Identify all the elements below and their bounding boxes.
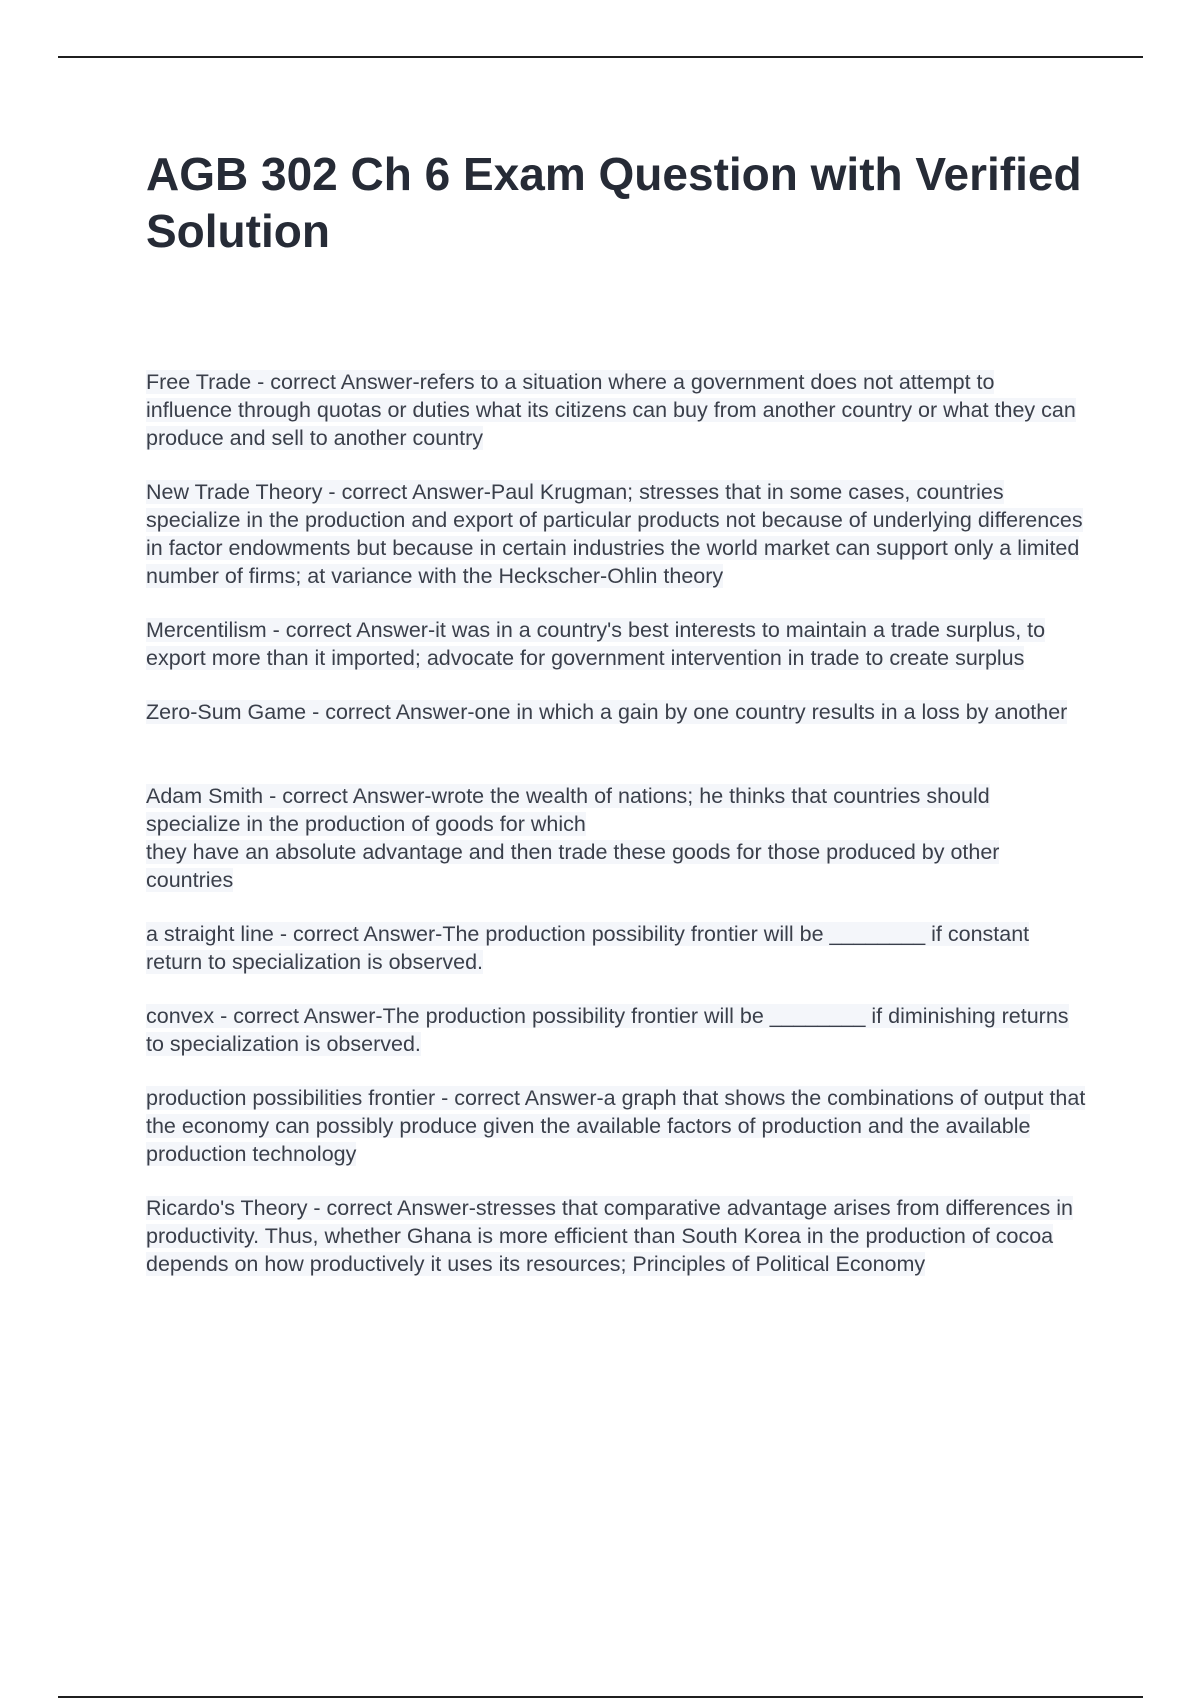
qa-entry-new-trade-theory — [146, 478, 1086, 590]
qa-entry-zero-sum-game — [146, 698, 1086, 726]
bottom-rule — [58, 1696, 1143, 1698]
qa-entry-straight-line — [146, 920, 1086, 976]
qa-text-line-2: they have an absolute advantage and then trade these goods for those produced by other countries — [146, 840, 1000, 892]
qa-list — [146, 368, 1086, 1304]
qa-entry-production-possibilities-frontier — [146, 1084, 1086, 1168]
qa-entry-convex — [146, 1002, 1086, 1058]
document-title: AGB 302 Ch 6 Exam Question with Verified Solution — [146, 148, 1082, 257]
qa-text: a straight line - correct Answer-The production possibility frontier will be ________ if constant return to specialization is observed. — [146, 922, 1030, 974]
qa-text: production possibilities frontier - correct Answer-a graph that shows the combinations of output that the economy can possibly produce given the available factors of production and the available production technology — [146, 1086, 1086, 1166]
qa-text-line-1: Adam Smith - correct Answer-wrote the wealth of nations; he thinks that countries should specialize in the production of goods for which — [146, 784, 990, 836]
qa-entry-mercentilism — [146, 616, 1086, 672]
qa-text: Mercentilism - correct Answer-it was in a country's best interests to maintain a trade surplus, to export more than it imported; advocate for government intervention in trade to create surplus — [146, 618, 1046, 670]
qa-text: Zero-Sum Game - correct Answer-one in which a gain by one country results in a loss by another — [146, 700, 1068, 724]
qa-entry-ricardos-theory — [146, 1194, 1086, 1278]
qa-entry-adam-smith — [146, 782, 1086, 894]
qa-text: New Trade Theory - correct Answer-Paul Krugman; stresses that in some cases, countries specialize in the production and export of particular products not because of underlying differences in factor endowments but because in certain industries the world market can support only a limited number of firms; at variance with the Heckscher-Ohlin theory — [146, 480, 1083, 588]
top-rule — [58, 56, 1143, 58]
qa-text: Free Trade - correct Answer-refers to a situation where a government does not attempt to influence through quotas or duties what its citizens can buy from another country or what they can produce and sell to another country — [146, 370, 1076, 450]
qa-text: convex - correct Answer-The production possibility frontier will be ________ if diminishing returns to specialization is observed. — [146, 1004, 1069, 1056]
qa-text: Ricardo's Theory - correct Answer-stresses that comparative advantage arises from differences in productivity. Thus, whether Ghana is more efficient than South Korea in the production of cocoa depends on how productively it uses its resources; Principles of Political Economy — [146, 1196, 1074, 1276]
qa-entry-free-trade — [146, 368, 1086, 452]
